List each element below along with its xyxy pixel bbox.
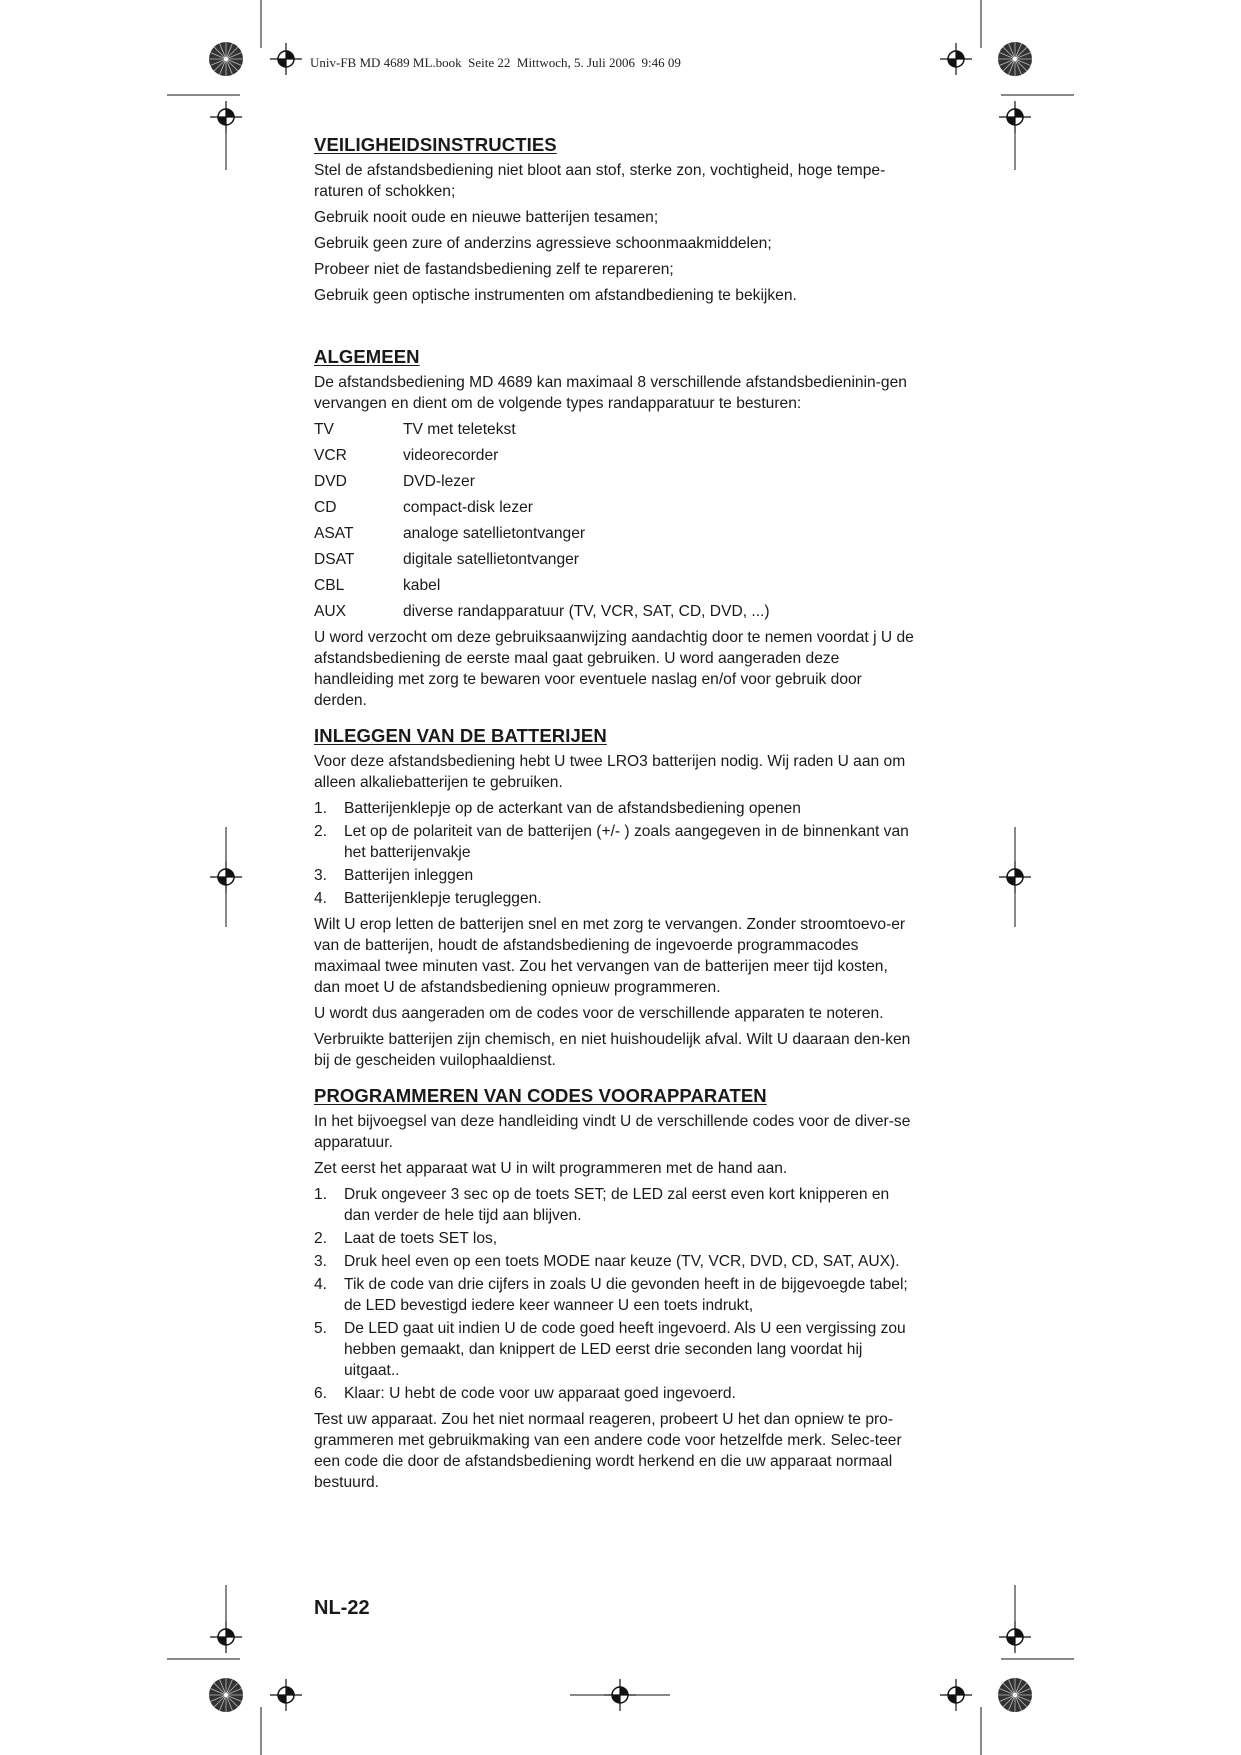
device-code: AUX xyxy=(314,603,347,620)
battery-steps-list xyxy=(314,798,918,909)
section-programming xyxy=(314,1085,918,1493)
step-number: 3. xyxy=(314,1253,328,1270)
paragraph: Gebruik geen optische instrumenten om afstandbediening te bekijken. xyxy=(314,287,797,304)
book-header: Univ-FB MD 4689 ML.book Seite 22 Mittwoch, 5. Juli 2006 9:46 09 xyxy=(310,55,681,70)
device-code: CD xyxy=(314,499,337,516)
step-text: Tik de code van drie cijfers in zoals U die gevonden heeft in de bijgevoegde tabel; de LED bevestigd iedere keer wanneer U een toets indrukt, xyxy=(344,1276,908,1314)
step-number: 3. xyxy=(314,867,328,884)
device-code: DSAT xyxy=(314,551,355,568)
device-description: TV met teletekst xyxy=(403,421,516,438)
paragraph: Gebruik nooit oude en nieuwe batterijen tesamen; xyxy=(314,209,659,226)
step-text: Klaar: U hebt de code voor uw apparaat goed ingevoerd. xyxy=(344,1385,736,1402)
section-title: INLEGGEN VAN DE BATTERIJEN xyxy=(314,725,607,746)
step-number: 1. xyxy=(314,800,328,817)
device-description: analoge satellietontvanger xyxy=(403,525,586,542)
step-text: Batterijenklepje terugleggen. xyxy=(344,890,542,907)
page-content xyxy=(314,134,918,1507)
step-text: Druk ongeveer 3 sec op de toets SET; de LED zal eerst even kort knipperen en dan verder de hele tijd aan blijven. xyxy=(344,1186,890,1224)
device-row xyxy=(314,601,918,622)
step-text: Batterijenklepje op de acterkant van de afstandsbediening openen xyxy=(344,800,801,817)
paragraph: Stel de afstandsbediening niet bloot aan stof, sterke zon, vochtigheid, hoge tempe-raturen of schokken; xyxy=(314,162,886,200)
step-text: De LED gaat uit indien U de code goed heeft ingevoerd. Als U een vergissing zou hebben gemaakt, dan knippert de LED eerst drie seconden lang voordat hij uitgaat.. xyxy=(344,1320,906,1379)
section-title: VEILIGHEIDSINSTRUCTIES xyxy=(314,134,557,155)
device-description: videorecorder xyxy=(403,447,499,464)
step-text: Batterijen inleggen xyxy=(344,867,474,884)
list-item xyxy=(314,1274,918,1316)
device-code: DVD xyxy=(314,473,347,490)
list-item xyxy=(314,1184,918,1226)
device-row xyxy=(314,445,918,466)
section-title: ALGEMEEN xyxy=(314,346,420,367)
paragraph: U wordt dus aangeraden om de codes voor de verschillende apparaten te noteren. xyxy=(314,1005,884,1022)
device-code: TV xyxy=(314,421,334,438)
paragraph: Voor deze afstandsbediening hebt U twee LRO3 batterijen nodig. Wij raden U aan om alleen alkaliebatterijen te gebruiken. xyxy=(314,753,906,791)
device-description: diverse randapparatuur (TV, VCR, SAT, CD, DVD, ...) xyxy=(403,603,770,620)
paragraph: U word verzocht om deze gebruiksaanwijzing aandachtig door te nemen voordat j U de afstandsbediening de eerste maal gaat gebruiken. U word aangeraden deze handleiding met zorg te bewaren voor eventuele naslag en/of voor gebruik door derden. xyxy=(314,629,914,709)
paragraph: Test uw apparaat. Zou het niet normaal reageren, probeert U het dan opniew te pro-grammeren met gebruikmaking van een andere code voor hetzelfde merk. Selec-teer een code die door de afstandsbediening wordt herkend en die uw apparaat normaal bestuurd. xyxy=(314,1411,902,1491)
device-list xyxy=(314,419,918,622)
device-description: kabel xyxy=(403,577,441,594)
step-text: Laat de toets SET los, xyxy=(344,1230,498,1247)
device-code: CBL xyxy=(314,577,345,594)
step-number: 6. xyxy=(314,1385,328,1402)
device-row xyxy=(314,549,918,570)
step-number: 2. xyxy=(314,823,328,840)
device-row xyxy=(314,575,918,596)
device-row xyxy=(314,419,918,440)
list-item xyxy=(314,1383,918,1404)
list-item xyxy=(314,1251,918,1272)
paragraph: Gebruik geen zure of anderzins agressieve schoonmaakmiddelen; xyxy=(314,235,772,252)
section-safety-instructions xyxy=(314,134,918,306)
page-number: NL-22 xyxy=(314,1597,370,1619)
device-row xyxy=(314,523,918,544)
device-row xyxy=(314,471,918,492)
programming-steps-list xyxy=(314,1184,918,1404)
paragraph: Wilt U erop letten de batterijen snel en met zorg te vervangen. Zonder stroomtoevo-er van de batterijen, houdt de afstandsbediening de ingevoerde programmacodes maximaal twee minuten vast. Zou het vervangen van de batterijen meer tijd kosten, dan moet U de afstandsbediening opnieuw programmeren. xyxy=(314,916,906,996)
device-description: digitale satellietontvanger xyxy=(403,551,579,568)
list-item xyxy=(314,865,918,886)
step-text: Let op de polariteit van de batterijen (+/- ) zoals aangegeven in de binnenkant van het batterijenvakje xyxy=(344,823,909,861)
step-number: 4. xyxy=(314,890,328,907)
list-item xyxy=(314,821,918,863)
device-description: DVD-lezer xyxy=(403,473,475,490)
paragraph: Verbruikte batterijen zijn chemisch, en niet huishoudelijk afval. Wilt U daaraan den-ken bij de gescheiden vuilophaaldienst. xyxy=(314,1031,911,1069)
step-text: Druk heel even op een toets MODE naar keuze (TV, VCR, DVD, CD, SAT, AUX). xyxy=(344,1253,900,1270)
paragraph: Zet eerst het apparaat wat U in wilt programmeren met de hand aan. xyxy=(314,1160,788,1177)
step-number: 2. xyxy=(314,1230,328,1247)
paragraph: De afstandsbediening MD 4689 kan maximaal 8 verschillende afstandsbedieninin-gen vervangen en dient om de volgende types randapparatuur te besturen: xyxy=(314,374,907,412)
device-code: VCR xyxy=(314,447,347,464)
section-title: PROGRAMMEREN VAN CODES VOORAPPARATEN xyxy=(314,1085,767,1106)
list-item xyxy=(314,1318,918,1381)
section-general xyxy=(314,346,918,711)
device-code: ASAT xyxy=(314,525,354,542)
device-row xyxy=(314,497,918,518)
list-item xyxy=(314,888,918,909)
step-number: 1. xyxy=(314,1186,328,1203)
list-item xyxy=(314,1228,918,1249)
step-number: 4. xyxy=(314,1276,328,1293)
device-description: compact-disk lezer xyxy=(403,499,533,516)
section-batteries xyxy=(314,725,918,1071)
paragraph: Probeer niet de fastandsbediening zelf te repareren; xyxy=(314,261,674,278)
list-item xyxy=(314,798,918,819)
paragraph: In het bijvoegsel van deze handleiding vindt U de verschillende codes voor de diver-se apparatuur. xyxy=(314,1113,911,1151)
step-number: 5. xyxy=(314,1320,328,1337)
